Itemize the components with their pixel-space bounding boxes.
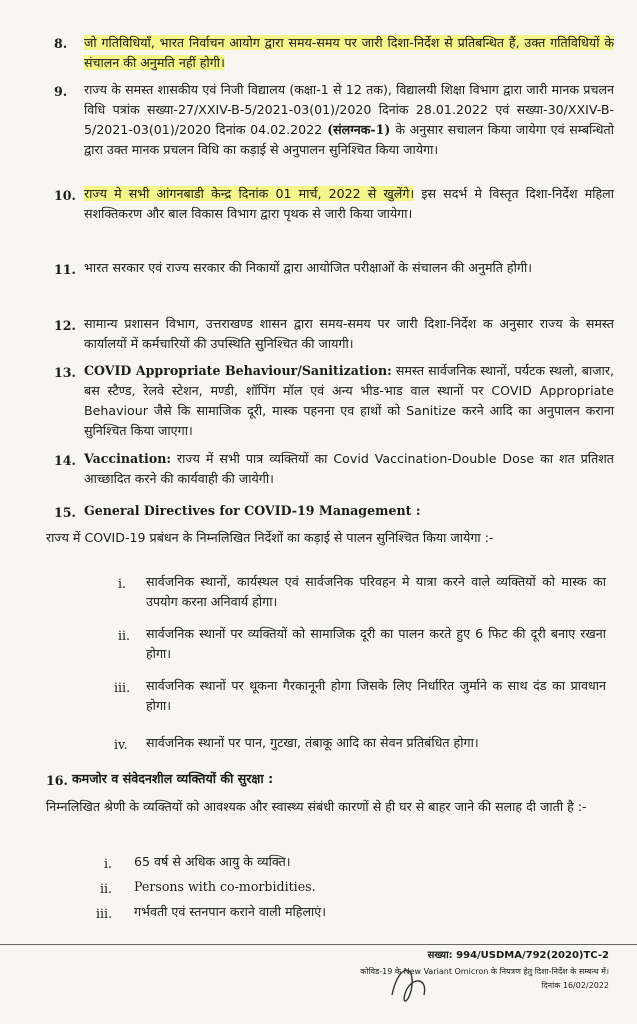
section-number: 15. xyxy=(54,505,76,520)
sub-item-number: ii. xyxy=(118,628,131,643)
item-number: 9. xyxy=(54,84,68,99)
section-15-intro: राज्य में COVID-19 प्रबंधन के निम्नलिखित निर्देशों का कड़ाई से पालन सुनिश्चित किया जायेगा :- xyxy=(46,530,494,545)
item-number: 10. xyxy=(54,188,76,203)
section-15-title: General Directives for COVID-19 Management : xyxy=(84,503,421,518)
sub-item-number: iii. xyxy=(96,906,113,921)
sub-item-number: ii. xyxy=(100,881,113,896)
item-text: समस्त सार्वजनिक स्थानों, पर्यटक स्थलो, बाजार, बस स्टैण्ड, रेलवे स्टेशन, मण्डी, शॉपिंग मॉल एवं अन्य भीड-भाड वाल स्थानों पर COVID Appropriate Behaviour जैसे कि सामाजिक दूरी, मास्क पहनना एव हाथों को Sanitize करने आदि का अनुपालन कराना सुनिश्चित किया जाएगा। xyxy=(84,363,614,438)
item-number: 14. xyxy=(54,453,76,468)
item-text: राज्य में सभी पात्र व्यक्तियों का Covid Vaccination-Double Dose का शत प्रतिशत आच्छादित करने की कार्यवाही की जायेगी। xyxy=(84,451,614,486)
item-heading: Vaccination: xyxy=(84,451,172,466)
footer-divider xyxy=(0,944,637,945)
item-number: 12. xyxy=(54,318,76,333)
highlighted-text: राज्य मे सभी आंगनबाडी केन्द्र दिनांक 01 मार्च, 2022 से खुलेंगे। xyxy=(84,186,415,201)
annexure-label: (संलग्नक-1) xyxy=(322,122,396,137)
item-13-text xyxy=(84,361,614,441)
item-text: इस सदर्भ मे विस्तृत दिशा-निर्देश महिला सशक्तिकरण और बाल विकास विभाग द्वारा पृथक से जारी किया जायेगा। xyxy=(84,186,614,221)
highlighted-text: जो गतिविधियाँ, भारत निर्वाचन आयोग द्वारा समय-समय पर जारी दिशा-निर्देश से प्रतिबन्धित हैं, उक्त गतिविधियों के संचालन की अनुमति नहीं होगी। xyxy=(84,35,614,70)
sub-item-number: iii. xyxy=(114,680,131,695)
sub-item-number: i. xyxy=(118,576,127,591)
item-10-text xyxy=(84,184,614,224)
sub-item-number: i. xyxy=(104,856,113,871)
sub-item-text: सार्वजनिक स्थानों, कार्यस्थल एवं सार्वजनिक परिवहन मे यात्रा करने वाले व्यक्तियों को मास्क का उपयोग करना अनिवार्य होगा। xyxy=(146,574,606,609)
item-number: 8. xyxy=(54,36,68,51)
reference-number: सख्या: 994/USDMA/792(2020)TC-2 xyxy=(427,950,609,961)
item-text: राज्य के समस्त शासकीय एवं निजी विद्यालय (कक्षा-1 से 12 तक), विद्यालयी शिक्षा विभाग द्वारा जारी मानक प्रचलन विधि पत्रांक सख्या-27/XXIV-B-5/2021-03(01)/2020 दिनांक 28.01.2022 एवं सख्या-30/XXIV-B-5/2021-03(01)/2020 दिनांक 04.02.2022 xyxy=(84,82,614,137)
item-14-text xyxy=(84,449,614,489)
sub-item-text: सार्वजनिक स्थानों पर थूकना गैरकानूनी होगा जिसके लिए निर्धारित जुर्माने क साथ दंड का प्रावधान होगा। xyxy=(146,678,606,713)
sub-item-text: सार्वजनिक स्थानों पर पान, गुटखा, तंबाकू आदि का सेवन प्रतिबंधित होगा। xyxy=(146,735,479,750)
item-9-text xyxy=(84,80,614,160)
sub-item-text: गर्भवती एवं स्तनपान कराने वाली महिलाएं। xyxy=(134,904,326,919)
section-number: 16. xyxy=(46,773,68,788)
item-8-text xyxy=(84,33,614,73)
section-16-title: कमजोर व संवेदनशील व्यक्तियों की सुरक्षा : xyxy=(72,771,274,786)
item-12-text: सामान्य प्रशासन विभाग, उत्तराखण्ड शासन द्वारा समय-समय पर जारी दिशा-निर्देश क अनुसार राज्य के समस्त कार्यालयों में कर्मचारियों की उपस्थिति सुनिश्चित की जायगी। xyxy=(84,316,614,351)
signature-mark xyxy=(384,955,444,1015)
item-11-text: भारत सरकार एवं राज्य सरकार की निकायों द्वारा आयोजित परीक्षाओं के संचालन की अनुमति होगी। xyxy=(84,260,532,275)
item-number: 13. xyxy=(54,365,76,380)
item-number: 11. xyxy=(54,262,76,277)
subject-line: कोविड-19 के New Variant Omicron के नियत्रण हेतु दिशा-निर्देश के सम्बन्ध में। xyxy=(360,967,609,976)
sub-item-text: सार्वजनिक स्थानों पर व्यक्तियों को सामाजिक दूरी का पालन करते हुए 6 फिट की दूरी बनाए रखना होगा। xyxy=(146,626,606,661)
item-text-tail: के अनुसार सचालन किया जायेगा एवं सम्बन्धितो द्वारा उक्त मानक प्रचलन विधि का कड़ाई से अनुपालन सुनिश्चित किया जायेगा। xyxy=(84,122,614,157)
date-line: दिनांक 16/02/2022 xyxy=(541,981,609,990)
item-heading: COVID Appropriate Behaviour/Sanitization: xyxy=(84,363,392,378)
sub-item-text: 65 वर्ष से अधिक आयु के व्यक्ति। xyxy=(134,854,291,869)
sub-item-text: Persons with co-morbidities. xyxy=(134,879,316,894)
sub-item-number: iv. xyxy=(114,737,128,752)
section-16-intro: निम्नलिखित श्रेणी के व्यक्तियों को आवश्यक और स्वास्थ्य संबंधी कारणों से ही घर से बाहर जाने की सलाह दी जाती है :- xyxy=(46,799,587,814)
